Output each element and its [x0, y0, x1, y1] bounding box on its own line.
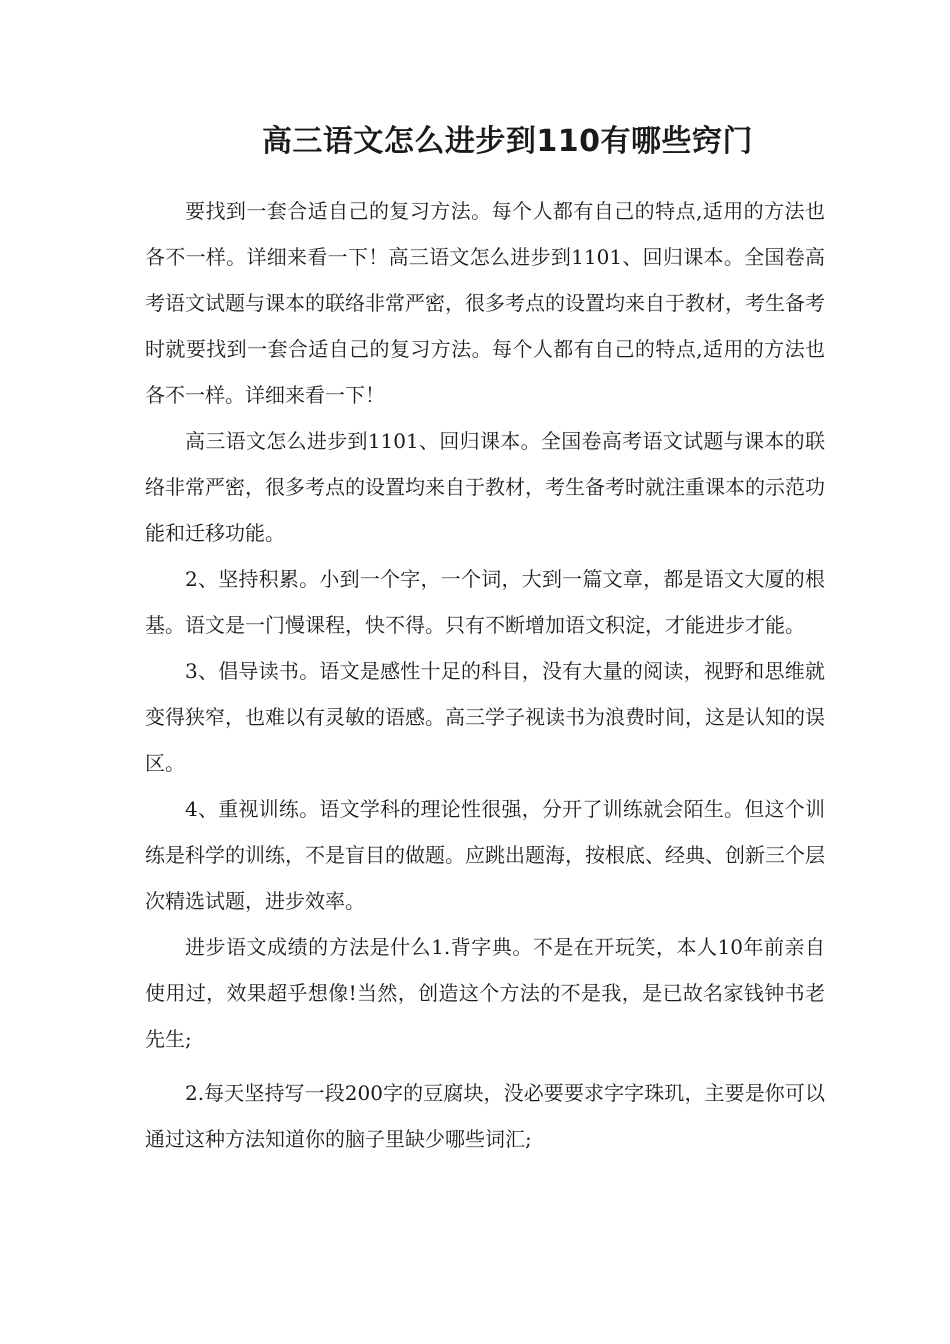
paragraph-4: 3、倡导读书。语文是感性十足的科目，没有大量的阅读，视野和思维就变得狭窄，也难以有灵敏的语感。高三学子视读书为浪费时间，这是认知的误区。 [145, 659, 825, 775]
paragraph-2: 高三语文怎么进步到1101、回归课本。全国卷高考语文试题与课本的联络非常严密，很多考点的设置均来自于教材，考生备考时就注重课本的示范功能和迁移功能。 [145, 429, 825, 545]
paragraph-1: 要找到一套合适自己的复习方法。每个人都有自己的特点,适用的方法也各不一样。详细来看一下！高三语文怎么进步到1101、回归课本。全国卷高考语文试题与课本的联络非常严密，很多考点的设置均来自于教材，考生备考时就要找到一套合适自己的复习方法。每个人都有自己的特点,适用的方法也各不一样。详细来看一下！ [145, 199, 825, 407]
document-body [145, 188, 825, 1162]
paragraph-5: 4、重视训练。语文学科的理论性很强，分开了训练就会陌生。但这个训练是科学的训练，不是盲目的做题。应跳出题海，按根底、经典、创新三个层次精选试题，进步效率。 [145, 797, 825, 913]
document-title: 高三语文怎么进步到110有哪些窍门 [261, 124, 754, 159]
paragraph-6: 进步语文成绩的方法是什么1.背字典。不是在开玩笑，本人10年前亲自使用过，效果超乎想像!当然，创造这个方法的不是我，是已故名家钱钟书老先生; [145, 935, 825, 1051]
paragraph-3: 2、坚持积累。小到一个字，一个词，大到一篇文章，都是语文大厦的根基。语文是一门慢课程，快不得。只有不断增加语文积淀，才能进步才能。 [145, 567, 825, 637]
paragraph-7: 2.每天坚持写一段200字的豆腐块，没必要要求字字珠玑，主要是你可以通过这种方法知道你的脑子里缺少哪些词汇; [145, 1081, 825, 1151]
